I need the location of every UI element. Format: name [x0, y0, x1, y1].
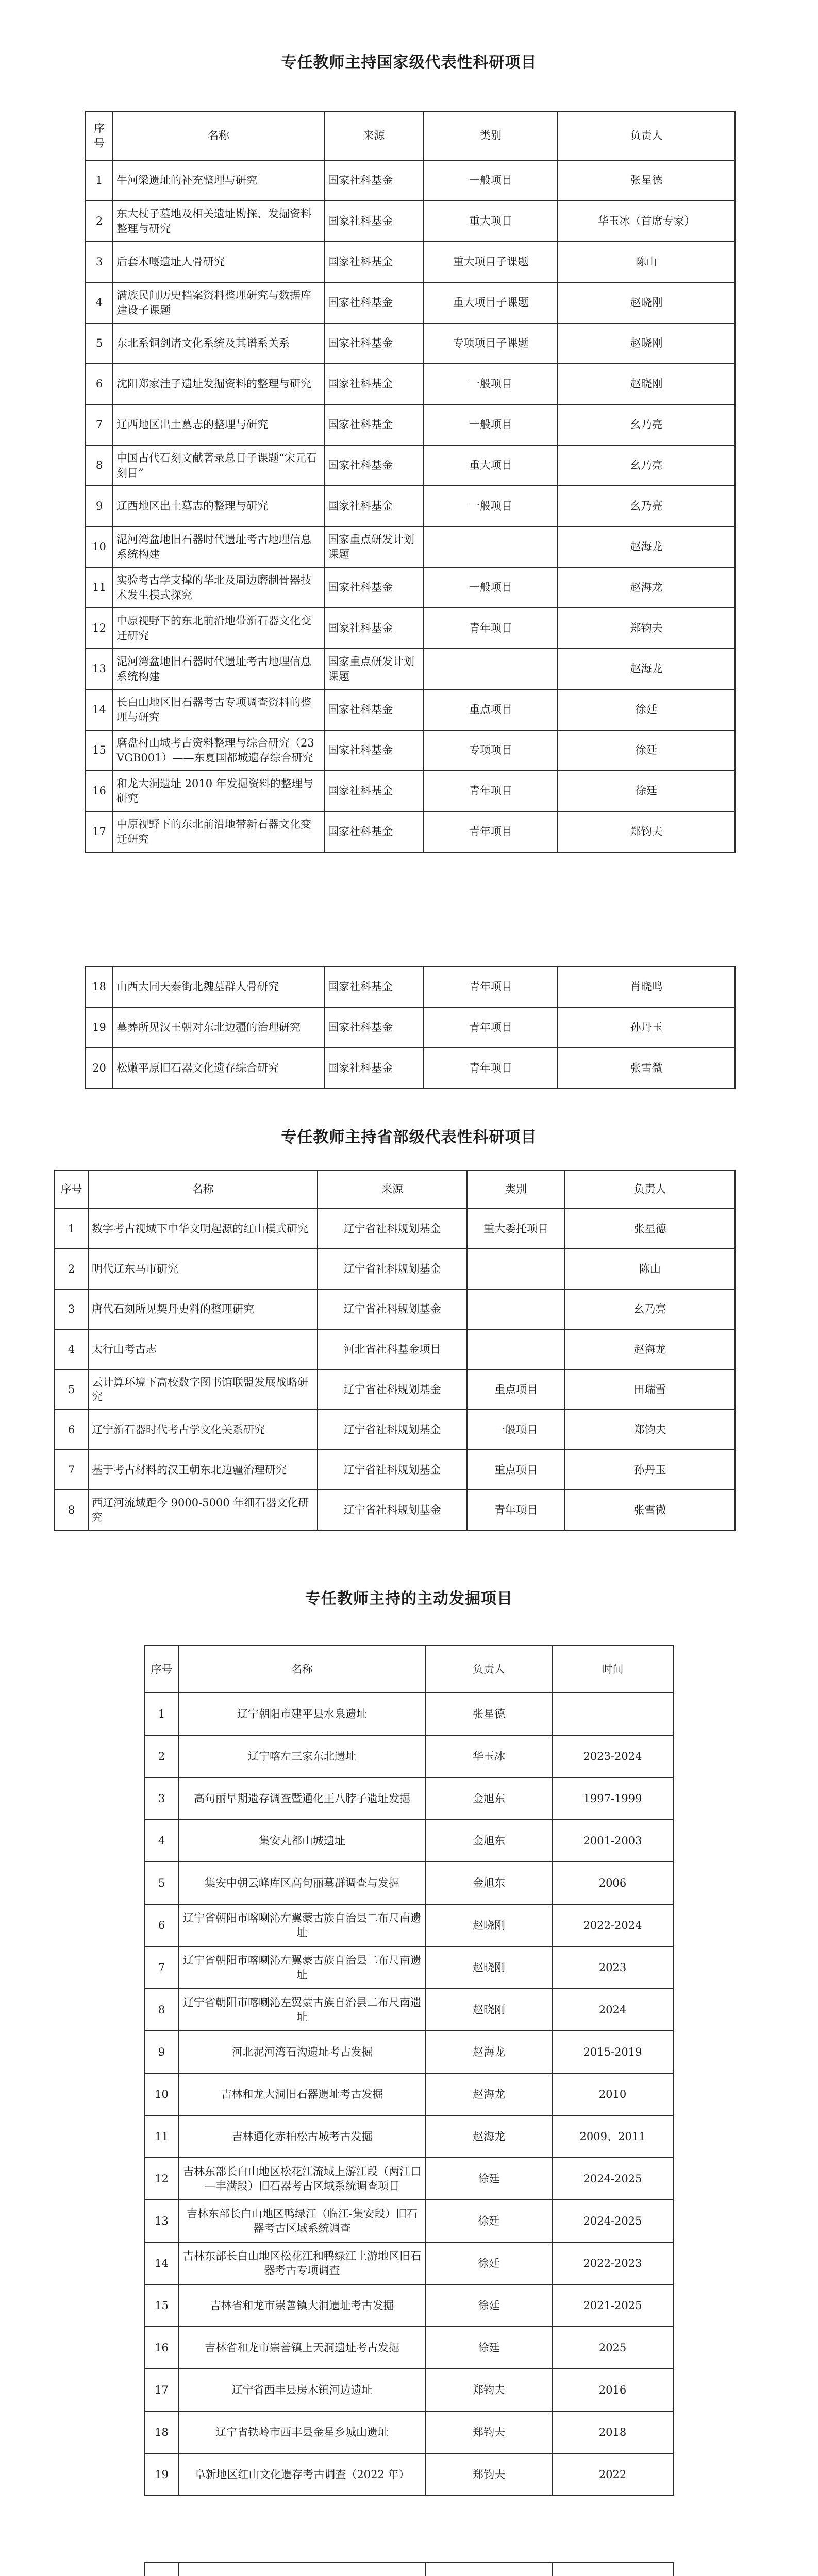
cell-name: 泥河湾盆地旧石器时代遗址考古地理信息系统构建: [113, 649, 324, 689]
table-row: [86, 608, 735, 649]
cell-leader: 赵海龙: [565, 1329, 735, 1369]
table-row: [145, 1862, 673, 1904]
table-body: [86, 967, 735, 1089]
cell-name: 辽宁省西丰县房木镇河边遗址: [178, 2369, 426, 2411]
table-row: [55, 1209, 735, 1249]
cell-index: 16: [145, 2327, 178, 2369]
cell-index: 10: [86, 527, 113, 567]
cell-category: [467, 1329, 565, 1369]
cell-time: 2006: [552, 1862, 673, 1904]
cell-name: 阜新地区红山文化遗存考古调查（2022 年）: [178, 2453, 426, 2496]
cell-time: 2022-2023: [552, 2242, 673, 2284]
cell-name: 明代辽东马市研究: [88, 1249, 318, 1289]
table-body: [145, 1693, 673, 2496]
cell-index: 15: [86, 730, 113, 771]
cell-index: 6: [86, 364, 113, 404]
cell-source: 国家社科基金: [324, 811, 424, 852]
cell-leader: 幺乃亮: [565, 1289, 735, 1329]
cell-name: 泥河湾盆地旧石器时代遗址考古地理信息系统构建: [113, 527, 324, 567]
table-row: [86, 527, 735, 567]
cell-name: 松嫩平原旧石器文化遗存综合研究: [113, 1048, 324, 1089]
table-row: [55, 1490, 735, 1530]
table-row: [86, 282, 735, 323]
cell-category: 重大项目: [424, 445, 558, 486]
cell-index: 11: [86, 567, 113, 608]
table-row: [55, 1450, 735, 1490]
cell-name: 墓葬所见汉王朝对东北边疆的治理研究: [113, 1007, 324, 1048]
cell-leader: 赵海龙: [426, 2073, 552, 2115]
header-source: 来源: [318, 1170, 467, 1209]
cell-leader: 赵海龙: [426, 2115, 552, 2158]
table-row: [145, 2411, 673, 2453]
cell-source: 辽宁省社科规划基金: [318, 1369, 467, 1410]
cell-category: [467, 1289, 565, 1329]
provincial-projects-table: [54, 1170, 736, 1531]
cell-name: 基于考古材料的汉王朝东北边疆治理研究: [88, 1450, 318, 1490]
cell-category: 重点项目: [424, 689, 558, 730]
table-row: [145, 1904, 673, 1946]
cell-index: 19: [145, 2453, 178, 2496]
cell-leader: 赵海龙: [426, 2031, 552, 2073]
header-name: 名称: [178, 1646, 426, 1693]
table-row: [145, 1777, 673, 1820]
table-body: [145, 2562, 673, 2576]
cell-time: 2023-2024: [552, 1735, 673, 1777]
cell-index: 5: [145, 1862, 178, 1904]
cell-time: 2022-2024: [552, 1904, 673, 1946]
cell-index: 10: [145, 2073, 178, 2115]
table-row: [86, 486, 735, 527]
cell-source: 辽宁省社科规划基金: [318, 1450, 467, 1490]
cell-source: 国家社科基金: [324, 1007, 424, 1048]
cell-time: 2009、2011: [552, 2115, 673, 2158]
cell-category: 青年项目: [424, 967, 558, 1007]
cell-name: [178, 2562, 426, 2576]
section-title-provincial: 专任教师主持省部级代表性科研项目: [281, 1128, 537, 1146]
cell-source: 河北省社科基金项目: [318, 1329, 467, 1369]
cell-source: 辽宁省社科规划基金: [318, 1209, 467, 1249]
cell-leader: 幺乃亮: [558, 404, 735, 445]
cell-name: 辽宁省朝阳市喀喇沁左翼蒙古族自治县二布尺南遗址: [178, 1989, 426, 2031]
cell-source: 国家社科基金: [324, 771, 424, 811]
national-projects-table-part2: [85, 966, 736, 1089]
table-header-row: [55, 1170, 735, 1209]
cell-time: 2001-2003: [552, 1820, 673, 1862]
cell-leader: 张雪微: [558, 1048, 735, 1089]
table-row: [86, 242, 735, 282]
cell-leader: 华玉冰: [426, 1735, 552, 1777]
cell-name: 唐代石刻所见契丹史料的整理研究: [88, 1289, 318, 1329]
table-row: [145, 2284, 673, 2327]
header-index: 序号: [145, 1646, 178, 1693]
cell-leader: 孙丹玉: [558, 1007, 735, 1048]
table-row: [55, 1369, 735, 1410]
cell-index: 1: [145, 1693, 178, 1735]
cell-category: 重大委托项目: [467, 1209, 565, 1249]
table-row: [86, 730, 735, 771]
cell-index: 7: [55, 1450, 88, 1490]
cell-index: 5: [86, 323, 113, 364]
table-row: [145, 2158, 673, 2200]
section-title-national: 专任教师主持国家级代表性科研项目: [281, 54, 537, 72]
cell-name: 河北泥河湾石沟遗址考古发掘: [178, 2031, 426, 2073]
cell-leader: 张星德: [565, 1209, 735, 1249]
cell-leader: 金旭东: [426, 1777, 552, 1820]
cell-leader: 赵晓刚: [426, 1989, 552, 2031]
cell-category: 青年项目: [424, 608, 558, 649]
cell-leader: 陈山: [565, 1249, 735, 1289]
cell-leader: 赵晓刚: [558, 282, 735, 323]
table-row: [145, 2562, 673, 2576]
table-row: [86, 689, 735, 730]
cell-index: 4: [86, 282, 113, 323]
cell-name: 实验考古学支撑的华北及周边磨制骨器技术发生模式探究: [113, 567, 324, 608]
cell-name: 吉林东部长白山地区鸭绿江（临江-集安段）旧石器考古区域系统调查: [178, 2200, 426, 2242]
cell-name: 沈阳郑家洼子遗址发掘资料的整理与研究: [113, 364, 324, 404]
cell-source: 国家社科基金: [324, 201, 424, 242]
cell-index: 7: [145, 1946, 178, 1989]
table-row: [55, 1410, 735, 1450]
cell-name: 吉林省和龙市崇善镇大洞遗址考古发掘: [178, 2284, 426, 2327]
cell-name: 吉林省和龙市崇善镇上天洞遗址考古发掘: [178, 2327, 426, 2369]
table-row: [55, 1329, 735, 1369]
cell-index: 17: [86, 811, 113, 852]
table-row: [86, 201, 735, 242]
header-category: 类别: [467, 1170, 565, 1209]
cell-index: 6: [55, 1410, 88, 1450]
cell-category: 重点项目: [467, 1450, 565, 1490]
cell-name: 辽宁省朝阳市喀喇沁左翼蒙古族自治县二布尺南遗址: [178, 1946, 426, 1989]
cell-source: 国家社科基金: [324, 242, 424, 282]
cell-index: 12: [145, 2158, 178, 2200]
cell-source: 国家社科基金: [324, 364, 424, 404]
cell-category: 重大项目: [424, 201, 558, 242]
header-name: 名称: [113, 111, 324, 160]
table-row: [86, 1007, 735, 1048]
cell-category: 青年项目: [424, 811, 558, 852]
table-row: [145, 1735, 673, 1777]
header-leader: 负责人: [558, 111, 735, 160]
header-category: 类别: [424, 111, 558, 160]
cell-leader: 徐廷: [558, 771, 735, 811]
cell-index: 7: [86, 404, 113, 445]
cell-source: 辽宁省社科规划基金: [318, 1289, 467, 1329]
cell-category: 一般项目: [424, 486, 558, 527]
cell-leader: 郑钧夫: [565, 1410, 735, 1450]
cell-source: 国家重点研发计划课题: [324, 649, 424, 689]
cell-name: 太行山考古志: [88, 1329, 318, 1369]
cell-leader: 赵晓刚: [426, 1946, 552, 1989]
cell-index: [145, 2562, 178, 2576]
cell-name: 集安中朝云峰库区高句丽墓群调查与发掘: [178, 1862, 426, 1904]
cell-leader: 田瑞雪: [565, 1369, 735, 1410]
cell-source: 辽宁省社科规划基金: [318, 1410, 467, 1450]
table-row: [145, 2327, 673, 2369]
cell-index: 14: [145, 2242, 178, 2284]
cell-time: 2022: [552, 2453, 673, 2496]
cell-leader: 郑钧夫: [426, 2369, 552, 2411]
cell-index: 2: [55, 1249, 88, 1289]
table-row: [145, 2115, 673, 2158]
cell-source: 国家社科基金: [324, 404, 424, 445]
cell-index: 19: [86, 1007, 113, 1048]
cell-time: 2024-2025: [552, 2158, 673, 2200]
cell-time: 1997-1999: [552, 1777, 673, 1820]
cell-leader: 赵海龙: [558, 567, 735, 608]
cell-leader: 华玉冰（首席专家）: [558, 201, 735, 242]
cell-leader: 赵海龙: [558, 649, 735, 689]
cell-time: 2010: [552, 2073, 673, 2115]
cell-source: 辽宁省社科规划基金: [318, 1249, 467, 1289]
cell-leader: 幺乃亮: [558, 445, 735, 486]
cell-time: 2025: [552, 2327, 673, 2369]
table-row: [86, 404, 735, 445]
table-row: [86, 567, 735, 608]
cell-time: 2023: [552, 1946, 673, 1989]
cell-time: 2024-2025: [552, 2200, 673, 2242]
cell-leader: [426, 2562, 552, 2576]
cell-leader: 徐廷: [426, 2242, 552, 2284]
cell-category: 一般项目: [467, 1410, 565, 1450]
header-source: 来源: [324, 111, 424, 160]
cell-index: 12: [86, 608, 113, 649]
cell-name: 西辽河流域距今 9000-5000 年细石器文化研究: [88, 1490, 318, 1530]
header-time: 时间: [552, 1646, 673, 1693]
cell-name: 辽宁省铁岭市西丰县金星乡城山遗址: [178, 2411, 426, 2453]
cell-leader: 徐廷: [558, 730, 735, 771]
table-row: [86, 811, 735, 852]
cell-time: 2021-2025: [552, 2284, 673, 2327]
cell-source: 国家社科基金: [324, 282, 424, 323]
cell-category: 青年项目: [424, 1007, 558, 1048]
cell-name: 高句丽早期遗存调查暨通化王八脖子遗址发掘: [178, 1777, 426, 1820]
cell-source: 辽宁省社科规划基金: [318, 1490, 467, 1530]
table-row: [145, 2031, 673, 2073]
table-row: [145, 2242, 673, 2284]
table-row: [145, 2073, 673, 2115]
section-title-excavation: 专任教师主持的主动发掘项目: [305, 1590, 513, 1608]
cell-source: 国家社科基金: [324, 567, 424, 608]
table-row: [55, 1289, 735, 1329]
table-header-row: [145, 1646, 673, 1693]
table-row: [86, 364, 735, 404]
table-row: [86, 967, 735, 1007]
cell-category: 专项项目: [424, 730, 558, 771]
cell-index: 11: [145, 2115, 178, 2158]
cell-index: 13: [86, 649, 113, 689]
header-name: 名称: [88, 1170, 318, 1209]
cell-category: 一般项目: [424, 404, 558, 445]
cell-leader: 赵晓刚: [558, 364, 735, 404]
cell-index: 5: [55, 1369, 88, 1410]
table-row: [55, 1249, 735, 1289]
cell-index: 4: [55, 1329, 88, 1369]
table-row: [145, 2200, 673, 2242]
cell-index: 15: [145, 2284, 178, 2327]
cell-category: [424, 527, 558, 567]
cell-name: 东北系铜剑诸文化系统及其谱系关系: [113, 323, 324, 364]
table-body: [86, 160, 735, 852]
cell-index: 16: [86, 771, 113, 811]
table-row: [145, 1693, 673, 1735]
table-row: [145, 2453, 673, 2496]
cell-time: 2016: [552, 2369, 673, 2411]
cell-index: 4: [145, 1820, 178, 1862]
national-projects-table-part1: [85, 111, 736, 853]
table-body: [55, 1209, 735, 1530]
cell-leader: 孙丹玉: [565, 1450, 735, 1490]
table-row: [86, 445, 735, 486]
cell-name: 和龙大洞遗址 2010 年发掘资料的整理与研究: [113, 771, 324, 811]
cell-time: [552, 1693, 673, 1735]
cell-index: 2: [145, 1735, 178, 1777]
cell-source: 国家社科基金: [324, 486, 424, 527]
cell-source: 国家社科基金: [324, 608, 424, 649]
table-row: [86, 323, 735, 364]
cell-source: 国家社科基金: [324, 1048, 424, 1089]
table-row: [145, 1989, 673, 2031]
table-row: [86, 649, 735, 689]
table-row: [86, 1048, 735, 1089]
cell-leader: 陈山: [558, 242, 735, 282]
header-leader: 负责人: [426, 1646, 552, 1693]
cell-leader: 赵海龙: [558, 527, 735, 567]
cell-category: [467, 1249, 565, 1289]
table-row: [145, 2369, 673, 2411]
cell-name: 集安丸都山城遗址: [178, 1820, 426, 1862]
cell-index: 2: [86, 201, 113, 242]
cell-index: 1: [86, 160, 113, 201]
cell-index: 3: [55, 1289, 88, 1329]
cell-name: 吉林东部长白山地区松花江流域上游江段（两江口—丰满段）旧石器考古区域系统调查项目: [178, 2158, 426, 2200]
cell-index: 8: [86, 445, 113, 486]
cell-name: 后套木嘎遗址人骨研究: [113, 242, 324, 282]
cell-name: 吉林通化赤柏松古城考古发掘: [178, 2115, 426, 2158]
cell-leader: 张星德: [426, 1693, 552, 1735]
cell-index: 8: [55, 1490, 88, 1530]
cell-leader: 金旭东: [426, 1820, 552, 1862]
cell-name: 辽宁喀左三家东北遗址: [178, 1735, 426, 1777]
cell-time: 2015-2019: [552, 2031, 673, 2073]
cell-time: [552, 2562, 673, 2576]
cell-name: 牛河梁遗址的补充整理与研究: [113, 160, 324, 201]
cell-source: 国家社科基金: [324, 445, 424, 486]
cell-leader: 徐廷: [558, 689, 735, 730]
cell-source: 国家重点研发计划课题: [324, 527, 424, 567]
cell-source: 国家社科基金: [324, 967, 424, 1007]
cell-name: 满族民间历史档案资料整理研究与数据库建设子课题: [113, 282, 324, 323]
cell-leader: 肖晓鸣: [558, 967, 735, 1007]
cell-name: 辽宁省朝阳市喀喇沁左翼蒙古族自治县二布尺南遗址: [178, 1904, 426, 1946]
cell-leader: 赵晓刚: [426, 1904, 552, 1946]
cell-name: 山西大同天泰街北魏墓群人骨研究: [113, 967, 324, 1007]
cell-source: 国家社科基金: [324, 689, 424, 730]
cell-name: 长白山地区旧石器考古专项调查资料的整理与研究: [113, 689, 324, 730]
cell-name: 中原视野下的东北前沿地带新石器文化变迁研究: [113, 608, 324, 649]
cell-index: 1: [55, 1209, 88, 1249]
cell-category: 重点项目: [467, 1369, 565, 1410]
cell-time: 2018: [552, 2411, 673, 2453]
cell-category: 一般项目: [424, 567, 558, 608]
cell-category: [424, 649, 558, 689]
excavation-projects-table-part2: [144, 2562, 674, 2576]
table-header-row: [86, 111, 735, 160]
cell-name: 云计算环境下高校数字图书馆联盟发展战略研究: [88, 1369, 318, 1410]
cell-name: 数字考古视域下中华文明起源的红山模式研究: [88, 1209, 318, 1249]
cell-index: 13: [145, 2200, 178, 2242]
cell-leader: 徐廷: [426, 2158, 552, 2200]
cell-name: 辽宁朝阳市建平县水泉遗址: [178, 1693, 426, 1735]
cell-name: 辽宁新石器时代考古学文化关系研究: [88, 1410, 318, 1450]
cell-name: 辽西地区出土墓志的整理与研究: [113, 486, 324, 527]
cell-category: 一般项目: [424, 160, 558, 201]
table-row: [145, 1820, 673, 1862]
header-index: 序号: [55, 1170, 88, 1209]
table-row: [145, 1946, 673, 1989]
cell-source: 国家社科基金: [324, 160, 424, 201]
cell-index: 6: [145, 1904, 178, 1946]
header-leader: 负责人: [565, 1170, 735, 1209]
cell-category: 重大项目子课题: [424, 242, 558, 282]
cell-category: 青年项目: [424, 771, 558, 811]
cell-leader: 徐廷: [426, 2284, 552, 2327]
cell-index: 20: [86, 1048, 113, 1089]
table-row: [86, 771, 735, 811]
cell-index: 3: [145, 1777, 178, 1820]
cell-leader: 郑钧夫: [426, 2453, 552, 2496]
cell-name: 吉林和龙大洞旧石器遗址考古发掘: [178, 2073, 426, 2115]
cell-category: 一般项目: [424, 364, 558, 404]
cell-index: 14: [86, 689, 113, 730]
cell-category: 重大项目子课题: [424, 282, 558, 323]
cell-leader: 郑钧夫: [558, 811, 735, 852]
cell-name: 中国古代石刻文献著录总目子课题“宋元石刻目”: [113, 445, 324, 486]
cell-leader: 郑钧夫: [558, 608, 735, 649]
cell-category: 专项项目子课题: [424, 323, 558, 364]
cell-leader: 徐廷: [426, 2327, 552, 2369]
cell-source: 国家社科基金: [324, 323, 424, 364]
cell-index: 3: [86, 242, 113, 282]
cell-index: 17: [145, 2369, 178, 2411]
cell-leader: 徐廷: [426, 2200, 552, 2242]
cell-leader: 郑钧夫: [426, 2411, 552, 2453]
cell-name: 中原视野下的东北前沿地带新石器文化变迁研究: [113, 811, 324, 852]
cell-name: 东大杖子墓地及相关遗址勘探、发掘资料整理与研究: [113, 201, 324, 242]
cell-index: 9: [86, 486, 113, 527]
cell-index: 8: [145, 1989, 178, 2031]
cell-leader: 张星德: [558, 160, 735, 201]
cell-index: 18: [86, 967, 113, 1007]
cell-time: 2024: [552, 1989, 673, 2031]
cell-leader: 幺乃亮: [558, 486, 735, 527]
cell-index: 18: [145, 2411, 178, 2453]
cell-category: 青年项目: [424, 1048, 558, 1089]
table-row: [86, 160, 735, 201]
cell-leader: 赵晓刚: [558, 323, 735, 364]
cell-category: 青年项目: [467, 1490, 565, 1530]
cell-leader: 张雪微: [565, 1490, 735, 1530]
cell-source: 国家社科基金: [324, 730, 424, 771]
cell-index: 9: [145, 2031, 178, 2073]
cell-leader: 金旭东: [426, 1862, 552, 1904]
header-index: 序号: [86, 111, 113, 160]
cell-name: 辽西地区出土墓志的整理与研究: [113, 404, 324, 445]
excavation-projects-table: [144, 1645, 674, 2496]
cell-name: 磨盘村山城考古资料整理与综合研究（23VGB001）——东夏国都城遗存综合研究: [113, 730, 324, 771]
cell-name: 吉林东部长白山地区松花江和鸭绿江上游地区旧石器考古专项调查: [178, 2242, 426, 2284]
